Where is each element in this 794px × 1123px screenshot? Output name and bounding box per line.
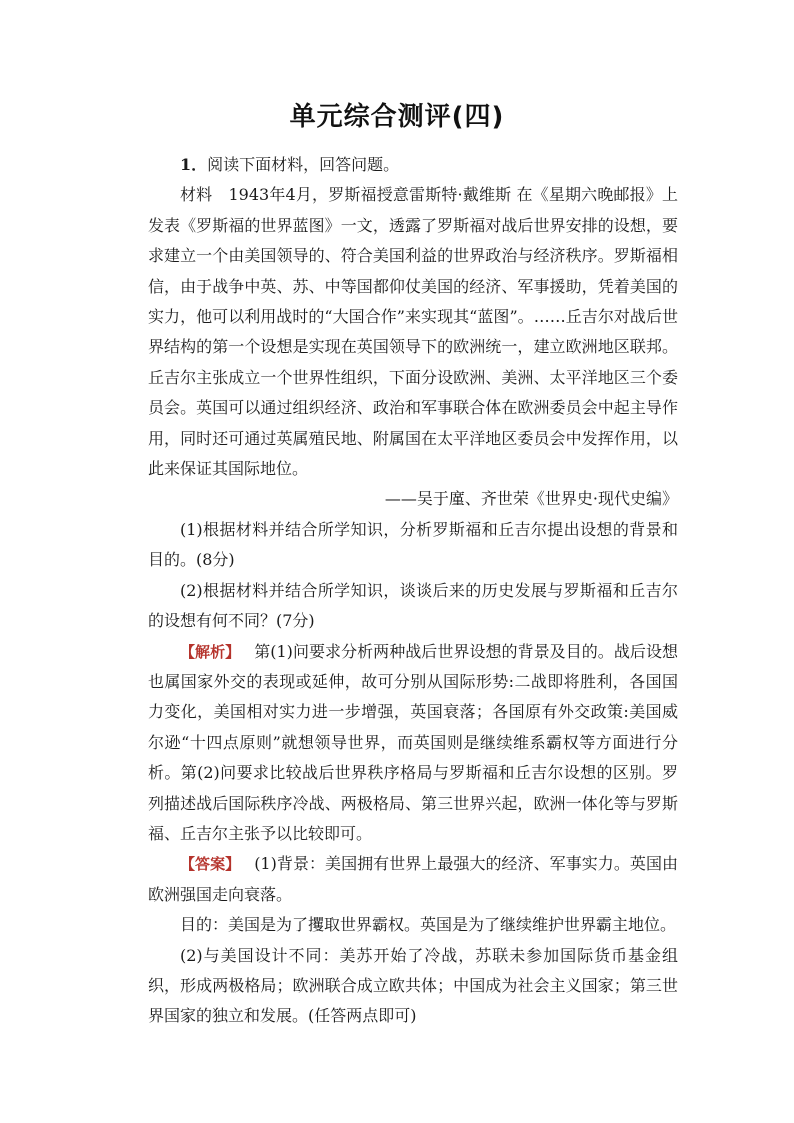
document-body [148, 150, 678, 1032]
question-number: 1． [180, 155, 208, 174]
material-source: ——吴于廑、齐世荣《世界史·现代史编》 [384, 489, 678, 509]
analysis-text: 第(1)问要求分析两种战后世界设想的背景及目的。战后设想也属国家外交的表现或延伸，故可分别从国际形势:二战即将胜利，各国国力变化，美国相对实力进一步增强，英国衰落；各国原有外交政策:美国威尔逊“十四点原则”就想领导世界，而英国则是继续维系霸权等方面进行分析。第(2)问要求比较战后世界秩序格局与罗斯福和丘吉尔设想的区别。罗列描述战后国际秩序冷战、两极格局、第三世界兴起，欧洲一体化等与罗斯福、丘吉尔主张予以比较即可。 [148, 641, 678, 843]
page-title: 单元综合测评(四) [289, 102, 505, 132]
question-heading [148, 150, 678, 180]
question-prompt: 阅读下面材料，回答问题。 [207, 155, 400, 174]
answer-purpose: 目的：美国是为了攫取世界霸权。英国是为了继续维护世界霸主地位。 [180, 915, 677, 935]
analysis-paragraph [148, 637, 678, 850]
sub-question-2: (2)根据材料并结合所学知识，谈谈后来的历史发展与罗斯福和丘吉尔的设想有何不同？(7分) [148, 580, 678, 631]
answer-tag: 【答案】 [180, 855, 241, 874]
answer-part1: (1)背景：美国拥有世界上最强大的经济、军事实力。英国由欧洲强国走向衰落。 [148, 854, 678, 904]
analysis-tag: 【解析】 [180, 642, 241, 661]
sub-question-1: (1)根据材料并结合所学知识，分析罗斯福和丘吉尔提出设想的背景和目的。(8分) [148, 519, 678, 570]
material-paragraph: 材料 1943年4月，罗斯福授意雷斯特·戴维斯 在《星期六晚邮报》上发表《罗斯福的世界蓝图》一文，透露了罗斯福对战后世界安排的设想，要求建立一个由美国领导的、符合美国利益的世界政治与经济秩序。罗斯福相信，由于战争中英、苏、中等国都仰仗美国的经济、军事援助，凭着美国的实力，他可以利用战时的“大国合作”来实现其“蓝图”。……丘吉尔对战后世界结构的第一个设想是实现在英国领导下的欧洲统一，建立欧洲地区联邦。丘吉尔主张成立一个世界性组织，下面分设欧洲、美洲、太平洋地区三个委员会。英国可以通过组织经济、政治和军事联合体在欧洲委员会中起主导作用，同时还可通过英属殖民地、附属国在太平洋地区委员会中发挥作用，以此来保证其国际地位。 [148, 185, 678, 479]
answer-part2: (2)与美国设计不同：美苏开始了冷战，苏联未参加国际货币基金组织，形成两极格局；欧洲联合成立欧共体；中国成为社会主义国家；第三世界国家的独立和发展。(任答两点即可) [148, 945, 678, 1026]
answer-paragraph [148, 849, 678, 910]
